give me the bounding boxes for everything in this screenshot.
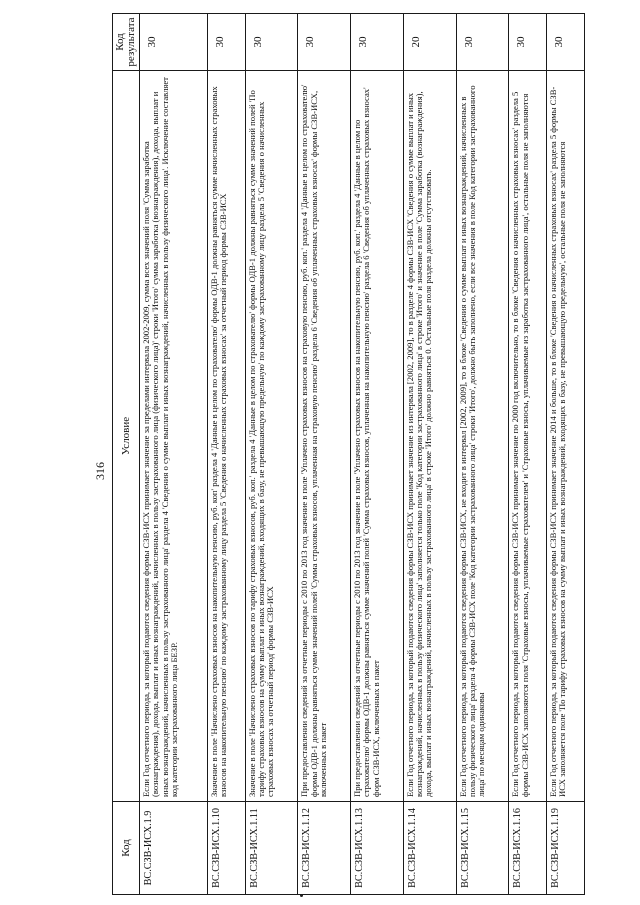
row-code: ВС.СЗВ-ИСХ.1.12 — [298, 802, 351, 895]
table-header-row — [113, 14, 140, 895]
row-result: 30 — [351, 14, 404, 71]
table-row — [403, 14, 456, 895]
row-result: 30 — [140, 14, 208, 71]
table-row — [547, 14, 585, 895]
row-result: 30 — [509, 14, 547, 71]
row-condition: Если Год отчетного периода, за который подаются сведения формы СЗВ-ИСХ принимает значение 2014 и больше, то в блоке 'Сведения о начисленных страховых взносах' раздела 5 формы СЗВ-ИСХ заполняется поле 'По тарифу страховых взносов на сумму выплат и иных вознаграждений, входящих в базу, не превышающую предельную', остальные поля не заполняются — [547, 71, 585, 802]
row-code: ВС.СЗВ-ИСХ.1.9 — [140, 802, 208, 895]
row-result: 30 — [298, 14, 351, 71]
table-row — [140, 14, 208, 895]
row-code: ВС.СЗВ-ИСХ.1.11 — [245, 802, 298, 895]
row-code: ВС.СЗВ-ИСХ.1.19 — [547, 802, 585, 895]
row-condition: Значение в поле 'Начислено страховых взносов по тарифу страховых взносов, руб. коп.' раздела 4 'Данные в целом по страхователю' формы ОДВ-1 должны равняться сумме значений полей 'По тарифу страховых взносов на сумму выплат и иных вознаграждений, входящих в базу, не превышающую предельную' по каждому застрахованному лицу раздела 5 'Сведения о начисленных страховых взносах за отчетный период' формы СЗВ-ИСХ — [245, 71, 298, 802]
table-row — [298, 14, 351, 895]
header-result: Код результата — [113, 14, 140, 71]
row-result: 30 — [456, 14, 509, 71]
row-result: 30 — [207, 14, 245, 71]
row-result: 30 — [245, 14, 298, 71]
row-code: ВС.СЗВ-ИСХ.1.16 — [509, 802, 547, 895]
table-row — [207, 14, 245, 895]
row-condition: Если Год отчетного периода, за который подаются сведения формы СЗВ-ИСХ, не входит в интервал [2002, 2009], то в блоке 'Сведения о сумме выплат и иных вознаграждений, начисленных в пользу физического лица' раздела 4 формы СЗВ-ИСХ поле 'Код категории застрахованного лица' строки 'Итого', должно быть заполнено, если все значения в поле Код категории застрахованного лица' по месяцам одинаковы — [456, 71, 509, 802]
row-condition: Если Год отчетного периода, за который подаются сведения формы СЗВ-ИСХ принимает значение из интервала [2002, 2009], то в разделе 4 формы СЗВ-ИСХ 'Сведения о сумме выплат и иных вознаграждений, начисленных в пользу физического лица' заполняется только поле 'Код категории застрахованного лица' в строке 'Итого' и значение в поле 'Сумма заработка (вознаграждения), дохода, выплат и иных вознаграждений, начисленных в пользу застрахованного лица' в строке 'Итого' должно равняться 0. Остальные поля раздела должны отсутствовать. — [403, 71, 456, 802]
row-condition: Если Год отчетного периода, за который подаются сведения формы СЗВ-ИСХ принимает значение по 2000 год включительно, то в блоке 'Сведения о начисленных страховых взносах' раздела 5 формы СЗВ-ИСХ заполняются поля 'Страховые взносы, уплачиваемые страхователем' и 'Страховые взносы, уплачиваемые из заработка застрахованного лица', остальные поля не заполняются — [509, 71, 547, 802]
table-row — [509, 14, 547, 895]
row-code: ВС.СЗВ-ИСХ.1.13 — [351, 802, 404, 895]
validation-rules-table — [112, 13, 585, 895]
header-code: Код — [113, 802, 140, 895]
row-code: ВС.СЗВ-ИСХ.1.14 — [403, 802, 456, 895]
table-row — [351, 14, 404, 895]
table-row — [456, 14, 509, 895]
row-condition: При предоставлении сведений за отчетные периоды с 2010 по 2013 год значение в поле 'Уплачено страховых взносов на страховую пенсию, руб. коп.' раздела 4 'Данные в целом по страхователю' формы ОДВ-1 должны равняться сумме значений полей 'Сумма страховых взносов, уплаченная на страховую пенсию' раздела 6 'Сведения об уплаченных страховых взносах' формы СЗВ-ИСХ, включенных в пакет — [298, 71, 351, 802]
row-condition: При предоставлении сведений за отчетные периоды с 2010 по 2013 год значение в поле 'Уплачено страховых взносов на накопительную пенсию, руб. коп.' раздела 4 'Данные в целом по страхователю' формы ОДВ-1 должны равняться сумме значений полей 'Сумма страховых взносов, уплаченная на накопительную пенсию' раздела 6 'Сведения об уплаченных страховых взносах' форм СЗВ-ИСХ, включенных в пакет — [351, 71, 404, 802]
row-code: ВС.СЗВ-ИСХ.1.15 — [456, 802, 509, 895]
row-condition: Значение в поле 'Начислено страховых взносов на накопительную пенсию, руб. коп' раздела 4 'Данные в целом по страхователю' формы ОДВ-1 должны равняться сумме начисленных страховых взносов на накопительную пенсию' по каждому застрахованному лицу раздела 5 'Сведения о начисленных страховых взносах' за отчетный период формы СЗВ-ИСХ — [207, 71, 245, 802]
header-condition: Условие — [113, 71, 140, 802]
row-condition: Если Год отчетного периода, за который подаются сведения формы СЗВ-ИСХ принимает значение за пределами интервала 2002-2009, сумма всех значений поля 'Сумма заработка (вознаграждения), дохода, выплат и иных вознаграждений, начисленных в пользу застрахованного лица (физического лица)' строки 'Итого' сумма заработка (вознаграждения), дохода, выплат и иных вознаграждений, начисленных в пользу застрахованного лица' раздела 4 'Сведения о сумме выплат и иных вознаграждений, начисленных в пользу физического лица'. Исключение составляет код категории застрахованного лица БЕЗР. — [140, 71, 208, 802]
table-row — [245, 14, 298, 895]
row-code: ВС.СЗВ-ИСХ.1.10 — [207, 802, 245, 895]
row-result: 30 — [547, 14, 585, 71]
page-number: 316 — [93, 462, 107, 480]
row-result: 20 — [403, 14, 456, 71]
